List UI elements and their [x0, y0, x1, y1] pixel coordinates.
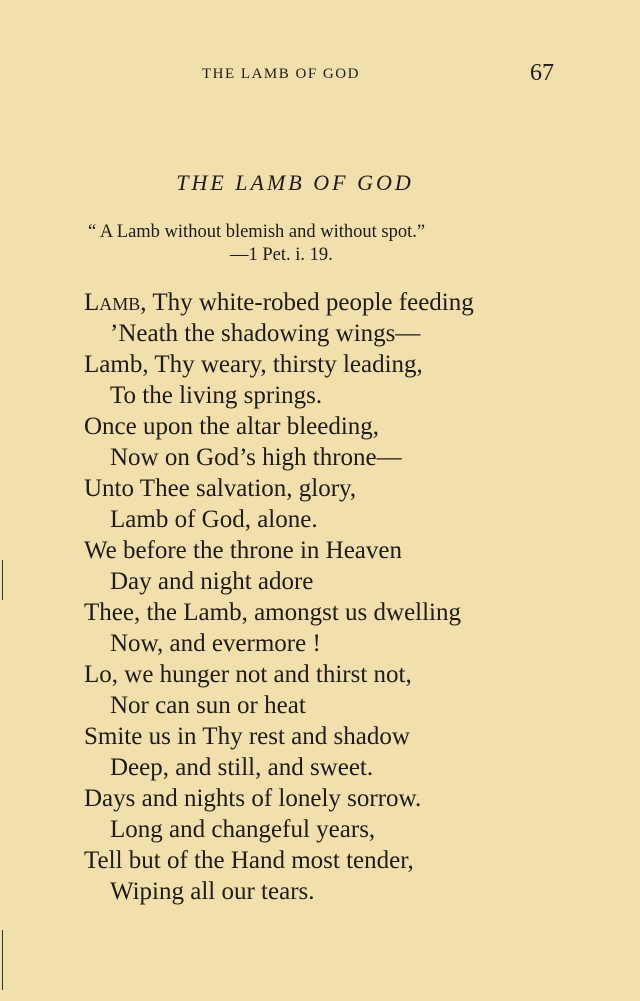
poem-line: Deep, and still, and sweet. — [110, 754, 374, 781]
epigraph: “ A Lamb without blemish and without spot.” — [88, 222, 426, 242]
poem-title: THE LAMB OF GOD — [176, 170, 414, 195]
poem-body — [84, 287, 604, 907]
running-header — [0, 60, 640, 88]
poem-line: ’Neath the shadowing wings— — [110, 320, 421, 347]
poem-line: Unto Thee salvation, glory, — [84, 475, 357, 502]
poem-line: Day and night adore — [110, 568, 314, 595]
poem-line: Tell but of the Hand most tender, — [84, 847, 414, 874]
poem-line: Now, and evermore ! — [110, 630, 321, 657]
running-title: THE LAMB OF GOD — [202, 66, 360, 82]
poem-line — [84, 287, 604, 318]
poem-line: Thee, the Lamb, amongst us dwelling — [84, 599, 462, 626]
poem-line: Lamb of God, alone. — [110, 506, 318, 533]
poem-line: Now on God’s high throne— — [110, 444, 402, 471]
poem-line: Smite us in Thy rest and shadow — [84, 723, 410, 750]
poem-line: Nor can sun or heat — [110, 692, 306, 719]
poem-line: Wiping all our tears. — [110, 878, 315, 905]
page-edge-mark — [2, 930, 3, 990]
poem-line: Lamb, Thy weary, thirsty leading, — [84, 351, 423, 378]
first-word: Lamb — [84, 289, 141, 316]
page-edge-mark — [2, 560, 3, 600]
first-line-rest: , Thy white-robed people feeding — [140, 289, 474, 316]
poem-line: Lo, we hunger not and thirst not, — [84, 661, 412, 688]
poem-line: Days and nights of lonely sorrow. — [84, 785, 422, 812]
page-number: 67 — [530, 60, 554, 86]
poem-line: We before the throne in Heaven — [84, 537, 402, 564]
epigraph-reference: —1 Pet. i. 19. — [230, 245, 333, 265]
poem-line: Long and changeful years, — [110, 816, 376, 843]
poem-line: Once upon the altar bleeding, — [84, 413, 380, 440]
poem-line: To the living springs. — [110, 382, 323, 409]
